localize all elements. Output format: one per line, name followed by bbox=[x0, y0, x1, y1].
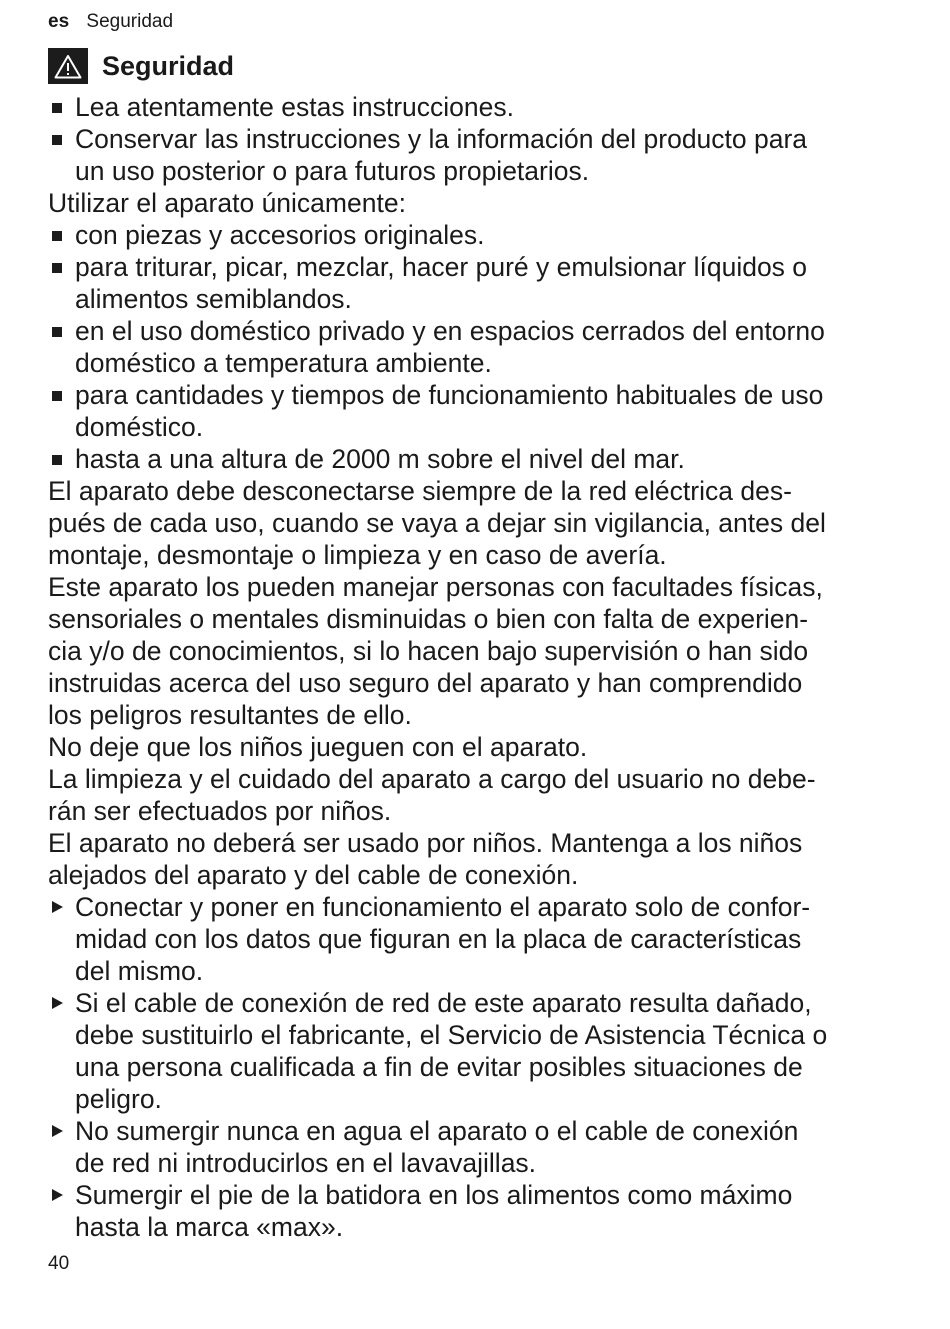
list-item: en el uso doméstico privado y en espacios cerrados del entorno doméstico a temperatura ambiente. bbox=[48, 315, 898, 379]
list-item: hasta a una altura de 2000 m sobre el nivel del mar. bbox=[48, 443, 898, 475]
square-bullet-icon bbox=[52, 455, 62, 465]
page-title: Seguridad bbox=[102, 51, 235, 81]
list-item: para triturar, picar, mezclar, hacer puré y emulsionar líquidos o alimentos semiblandos. bbox=[48, 251, 898, 315]
page-header bbox=[48, 10, 173, 34]
warning-icon bbox=[48, 48, 88, 84]
section-title bbox=[48, 46, 234, 86]
section-name: Seguridad bbox=[86, 11, 174, 32]
square-bullet-icon bbox=[52, 327, 62, 337]
list-item: con piezas y accesorios originales. bbox=[48, 219, 898, 251]
paragraph: El aparato no deberá ser usado por niños. Mantenga a los niños alejados del aparato y del cable de conexión. bbox=[48, 828, 803, 890]
square-bullet-icon bbox=[52, 263, 62, 273]
square-bullet-icon bbox=[52, 231, 62, 241]
instruction-item: Sumergir el pie de la batidora en los alimentos como máximo hasta la marca «max». bbox=[48, 1179, 898, 1243]
instruction-item: No sumergir nunca en agua el aparato o el cable de conexión de red ni introducirlos en el lavavajillas. bbox=[48, 1115, 898, 1179]
square-bullet-icon bbox=[52, 135, 62, 145]
language-code: es bbox=[48, 11, 70, 32]
paragraph: No deje que los niños jueguen con el aparato. bbox=[48, 732, 588, 762]
arrow-bullet-icon bbox=[52, 1125, 63, 1137]
intro-text: Utilizar el aparato únicamente: bbox=[48, 188, 406, 218]
paragraph: Este aparato los pueden manejar personas con facultades físicas, sensoriales o mentales disminuidas o bien con falta de experien- cia y/o de conocimientos, si lo hacen bajo supervisión o han sido instruidas acerca del uso seguro del aparato y han comprendido los peligros resultantes de ello. bbox=[48, 572, 823, 730]
paragraph: La limpieza y el cuidado del aparato a cargo del usuario no debe- rán ser efectuados por niños. bbox=[48, 764, 816, 826]
document-body bbox=[48, 91, 898, 1243]
list-item: Lea atentamente estas instrucciones. bbox=[48, 91, 898, 123]
paragraph: El aparato debe desconectarse siempre de la red eléctrica des- pués de cada uso, cuando se vaya a dejar sin vigilancia, antes del montaje, desmontaje o limpieza y en caso de avería. bbox=[48, 476, 826, 570]
page-number: 40 bbox=[48, 1253, 70, 1274]
square-bullet-icon bbox=[52, 391, 62, 401]
arrow-bullet-icon bbox=[52, 1189, 63, 1201]
list-item: para cantidades y tiempos de funcionamiento habituales de uso doméstico. bbox=[48, 379, 898, 443]
arrow-bullet-icon bbox=[52, 901, 63, 913]
instruction-item: Conectar y poner en funcionamiento el aparato solo de confor- midad con los datos que figuran en la placa de características del mismo. bbox=[48, 891, 898, 987]
list-item: Conservar las instrucciones y la información del producto para un uso posterior o para futuros propietarios. bbox=[48, 123, 898, 187]
arrow-bullet-icon bbox=[52, 997, 63, 1009]
instruction-item: Si el cable de conexión de red de este aparato resulta dañado, debe sustituirlo el fabricante, el Servicio de Asistencia Técnica o una persona cualificada a fin de evitar posibles situaciones de peligro. bbox=[48, 987, 898, 1115]
square-bullet-icon bbox=[52, 103, 62, 113]
